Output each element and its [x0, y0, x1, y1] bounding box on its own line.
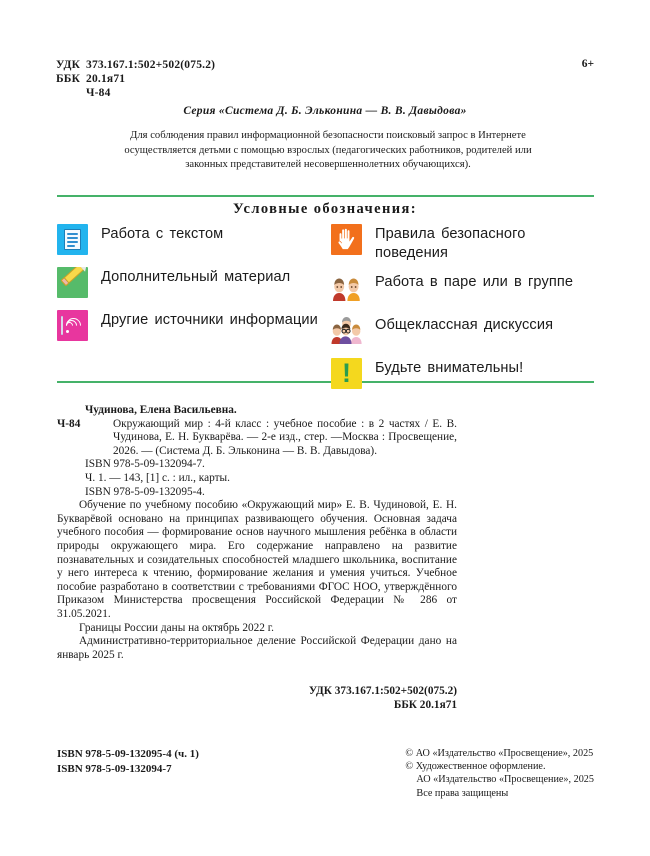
bib-annotation: Обучение по учебному пособию «Окружающий мир» Е. В. Чудиновой, Е. Н. Букварёвой основано на принципах развивающего обучения. Основная задача учебного пособия — формирование основ научного мышления ребёнка в области природы окружающего мира. Его содержание направлено на развитие познавательных и созидательных способностей младшего школьника, воспитание у него интереса к чтению, формирование желания и умения учиться. Учебное пособие разработано в соответствии с требованиями ФГОС НОО, утверждённого Приказом Министерства просвещения Российской Федерации № 286 от 31.05.2021.: [57, 499, 457, 620]
legend-label-other-sources: Другие источники информации: [101, 312, 318, 328]
legend-label-be-attentive: Будьте внимательны!: [375, 360, 524, 376]
two-children-icon: [331, 272, 362, 303]
legend-label-additional-material: Дополнительный материал: [101, 269, 291, 285]
bib-borders-note: Границы России даны на октябрь 2022 г.: [79, 621, 274, 634]
udk-value: 373.167.1:502+502(075.2): [86, 59, 216, 71]
bib-description: Окружающий мир : 4-й класс : учебное пособие : в 2 частях / Е. В. Чудинова, Е. Н. Букварёва. — 2-е изд., стер. —Москва : Просвещение, 2026. — (Система Д. Б. Эльконина — В. В. Давыдова).: [113, 417, 457, 457]
footer-isbn-part: ISBN 978-5-09-132095-4 (ч. 1): [57, 748, 199, 760]
age-rating-mark: 6+: [581, 58, 594, 70]
classification-block: [56, 58, 215, 100]
bib-description-block: [57, 418, 457, 459]
legend-item-class-discussion: [331, 315, 594, 349]
udk-label: УДК: [56, 59, 81, 71]
legend-item-pair-or-group-work: [331, 272, 594, 306]
pencil-icon: [57, 267, 88, 298]
laptop-wifi-icon: [57, 310, 88, 341]
notice-line-3: или законных представителей несовершеннолетних обучающихся).: [185, 144, 532, 171]
legend-label-work-with-text: Работа с текстом: [101, 226, 224, 242]
legend-item-be-attentive: [331, 358, 594, 392]
legend-section: [57, 224, 594, 401]
bib-isbn-part: ISBN 978-5-09-132095-4.: [85, 485, 205, 498]
copyright-line-3: АО «Издательство «Просвещение», 2025: [416, 774, 594, 786]
legend-label-class-discussion: Общеклассная дискуссия: [375, 317, 554, 333]
legend-column-right: [320, 224, 594, 401]
exclamation-icon: !: [331, 358, 362, 389]
classification-repeat: [57, 684, 457, 712]
bbk-value: 20.1я71: [86, 73, 126, 85]
udk-repeat-value: УДК 373.167.1:502+502(075.2): [308, 685, 457, 697]
bib-volume: Ч. 1. — 143, [1] с. : ил., карты.: [85, 471, 230, 484]
bib-author: Чудинова, Елена Васильевна.: [85, 404, 237, 416]
footer-isbn-block: [57, 747, 199, 777]
group-of-children-icon: [331, 315, 362, 346]
legend-item-additional-material: [57, 267, 320, 301]
legend-label-pair-or-group-work: Работа в паре или в группе: [375, 274, 574, 290]
notice-line-2: осуществляется детьми с помощью взрослых (педагогических работников, родителей: [124, 144, 513, 156]
bib-shelf-mark: Ч-84: [57, 417, 81, 430]
copyright-line-1: © АО «Издательство «Просвещение», 2025: [405, 748, 594, 759]
bbk-row: [56, 72, 215, 86]
legend-item-other-sources: [57, 310, 320, 344]
legend-item-safety-rules: [331, 224, 594, 263]
bib-division-note: Административно-территориальное деление Российской Федерации дано на январь 2025 г.: [57, 635, 457, 661]
bbk-repeat-value: ББК 20.1я71: [393, 699, 457, 711]
divider-top: [57, 195, 594, 197]
raised-hand-icon: [331, 224, 362, 255]
bibliographic-record: [57, 404, 457, 662]
bbk-label: ББК: [56, 73, 81, 85]
footer-isbn-general: ISBN 978-5-09-132094-7: [57, 763, 172, 775]
copyright-block: [405, 747, 594, 800]
shelf-mark: Ч-84: [86, 87, 111, 99]
legend-label-safety-rules: Правила безопасного поведения: [375, 226, 526, 261]
copyright-line-4: Все права защищены: [416, 787, 509, 799]
legend-title: Условные обозначения:: [233, 201, 417, 217]
legend-column-left: [57, 224, 320, 401]
series-line: Серия «Система Д. Б. Эльконина — В. В. Давыдова»: [183, 105, 467, 117]
document-icon: [57, 224, 88, 255]
information-safety-notice: [108, 129, 548, 173]
notice-line-1: Для соблюдения правил информационной безопасности поисковый запрос в Интернете: [130, 130, 526, 141]
legend-item-work-with-text: [57, 224, 320, 258]
udk-row: [56, 58, 215, 72]
bib-isbn-general: ISBN 978-5-09-132094-7.: [85, 458, 205, 471]
copyright-line-2: © Художественное оформление.: [405, 761, 546, 773]
